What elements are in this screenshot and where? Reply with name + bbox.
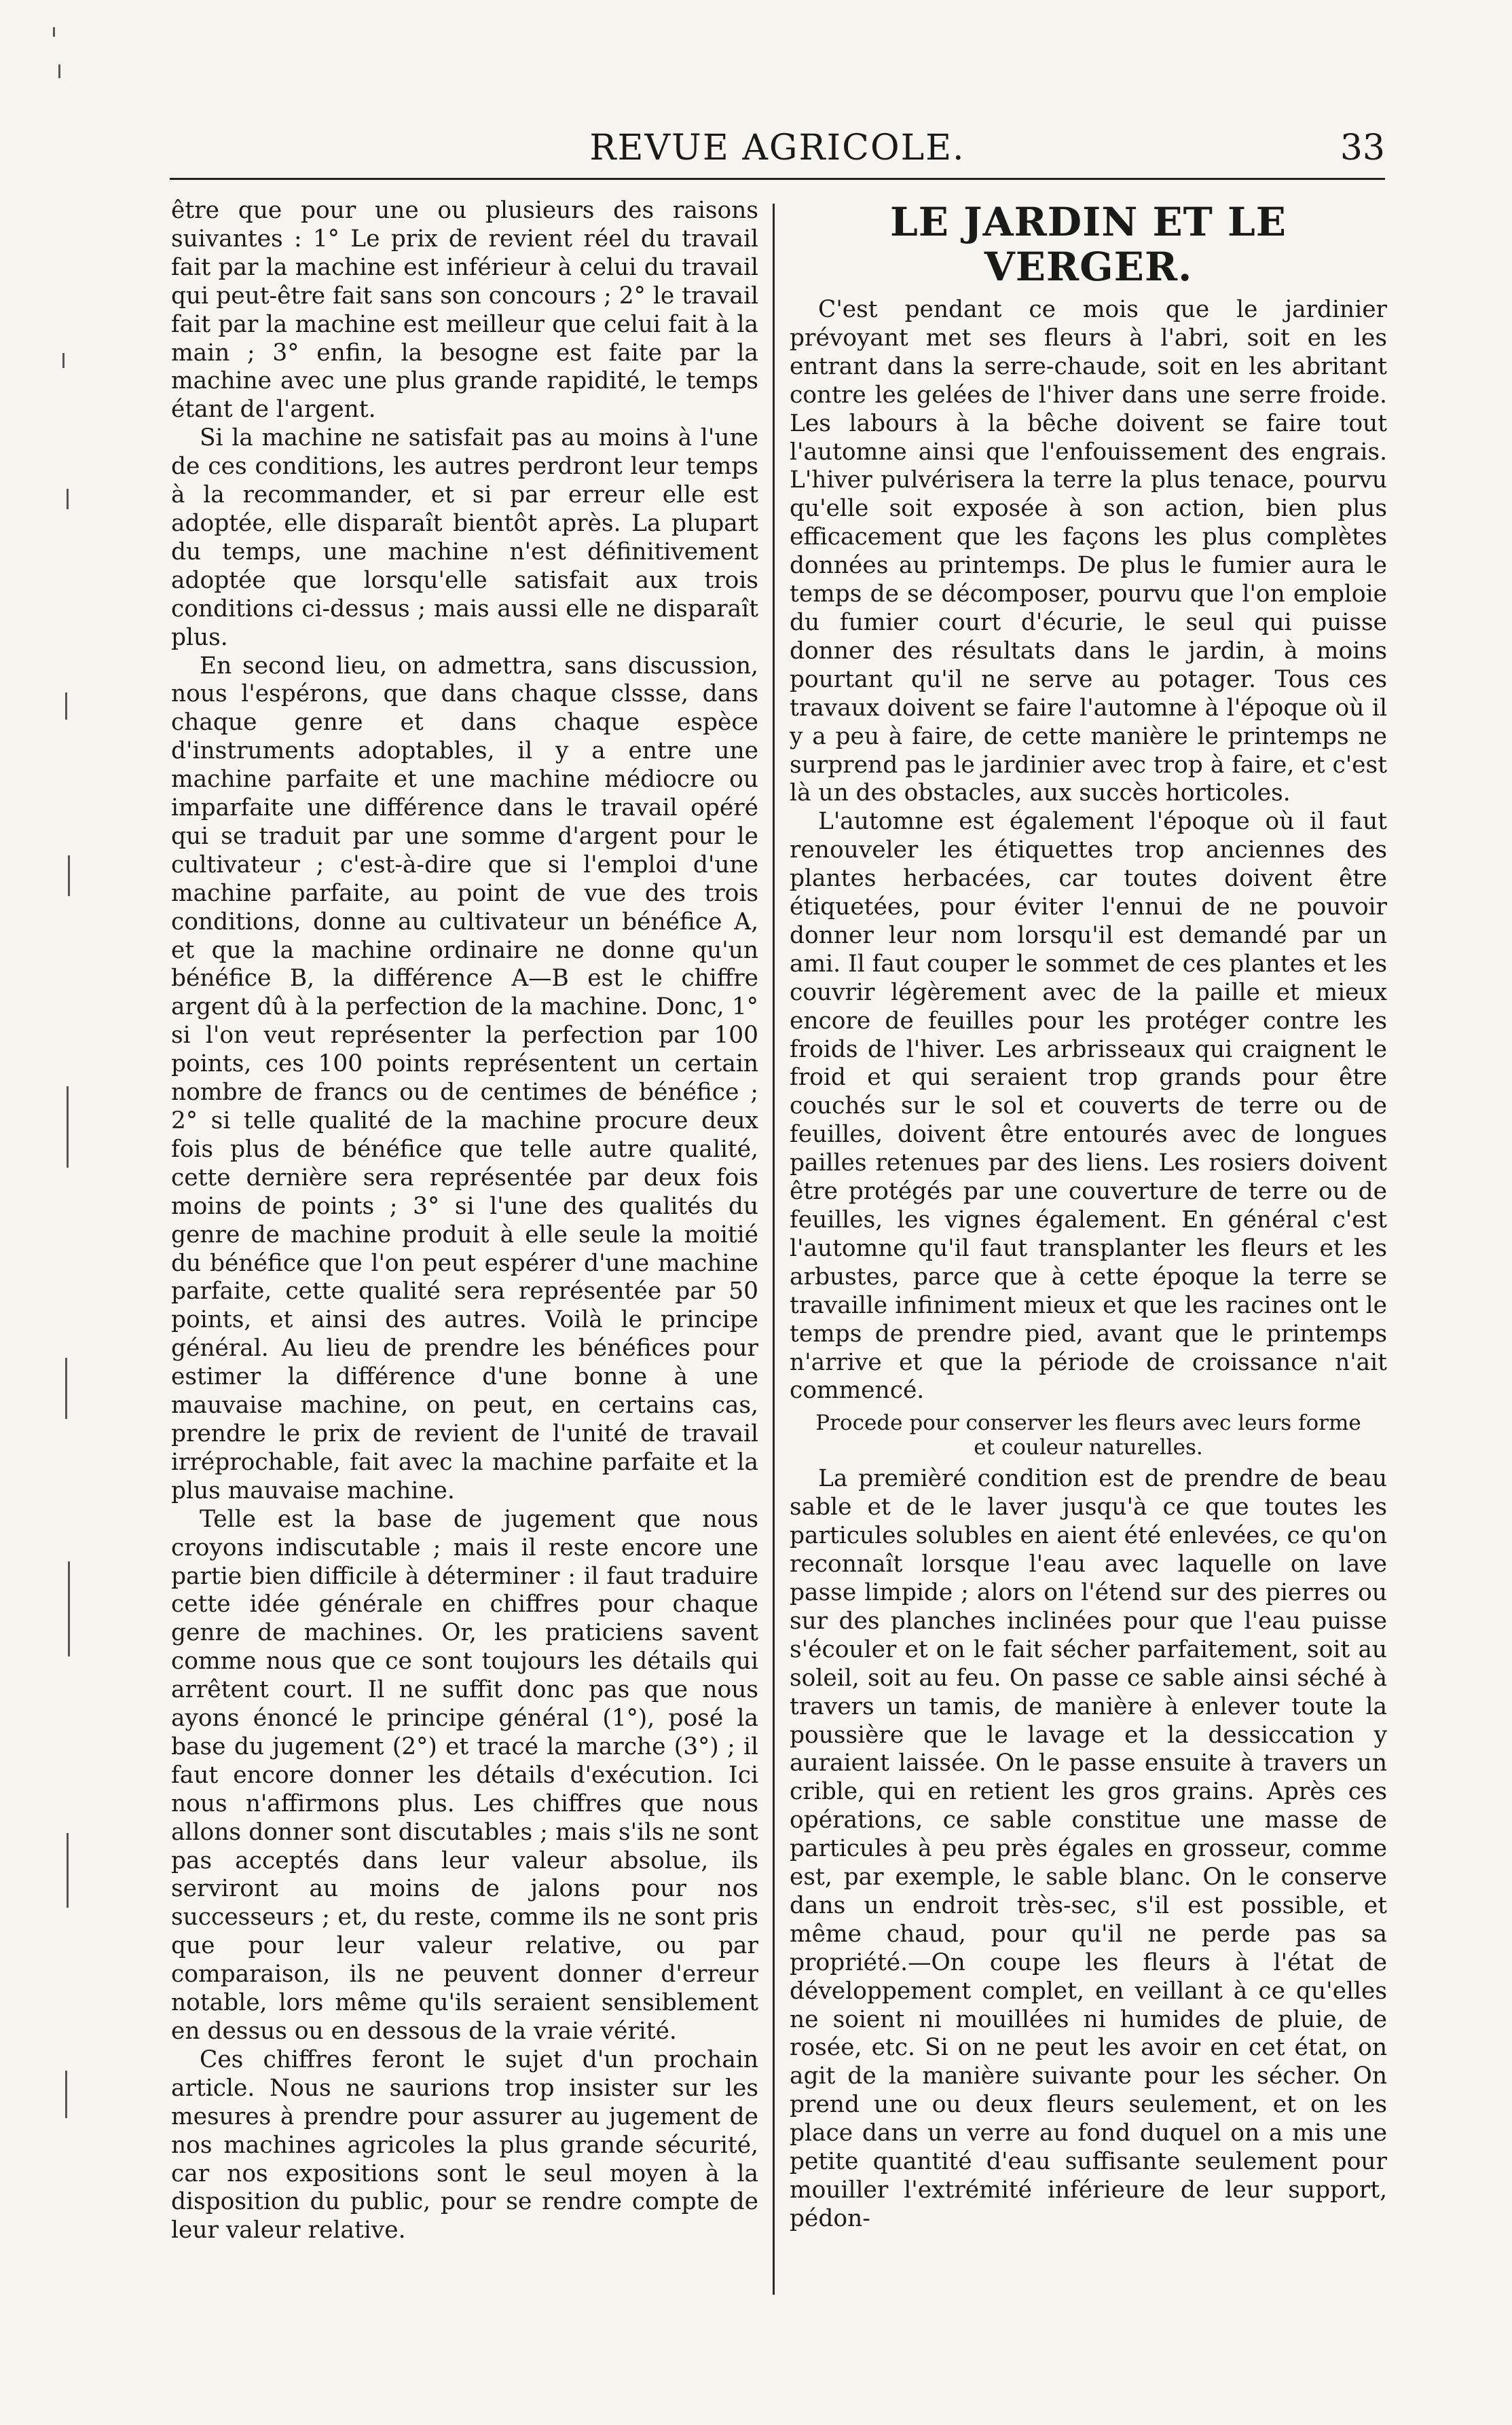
- page-number: 33: [1340, 128, 1385, 168]
- left-column: [171, 197, 758, 2335]
- paragraph: Ces chiffres feront le sujet d'un prochain article. Nous ne saurions trop insister sur les mesures à prendre pour assurer au jugement de nos machines agricoles la plus grande sécurité, car nos expositions sont le seul moyen à la disposition du public, pour se rendre compte de leur valeur relative.: [171, 2045, 758, 2244]
- paragraph: être que pour une ou plusieurs des raisons suivantes : 1° Le prix de revient réel du travail fait par la machine est inférieur à celui du travail qui peut-être fait sans son concours ; 2° le travail fait par la machine est meilleur que celui fait à la main ; 3° enfin, la besogne est faite par la machine avec une plus grande rapidité, le temps étant de l'argent.: [171, 197, 758, 424]
- journal-title: REVUE AGRICOLE.: [589, 128, 965, 168]
- subheading-line: Procede pour conserver les fleurs avec leurs forme: [815, 1411, 1361, 1436]
- paragraph: Si la machine ne satisfait pas au moins à l'une de ces conditions, les autres perdront leur temps à la recommander, et si par erreur elle est adoptée, elle disparaît bientôt après. La plupart du temps, une machine n'est définitivement adoptée que lorsqu'elle satisfait aux trois conditions ci-dessus ; mais aussi elle ne disparaît plus.: [171, 424, 758, 651]
- paragraph: La premièré condition est de prendre de beau sable et de le laver jusqu'à ce que toutes les particules solubles en aient été enlevées, ce qu'on reconnaît lorsque l'eau avec laquelle on lave passe limpide ; alors on l'étend sur des pierres ou sur des planches inclinées pour que l'eau puisse s'écouler et on le fait sécher parfaitement, soit au soleil, soit au feu. On passe ce sable ainsi séché à travers un tamis, de manière à enlever toute la poussière que le lavage et la dessiccation y auraient laissée. On le passe ensuite à travers un crible, qui en retient les gros grains. Après ces opérations, ce sable constitue une masse de particules à peu près égales en grosseur, comme est, par exemple, le sable blanc. On le conserve dans un endroit très-sec, s'il est possible, et même chaud, pour qu'il ne perde pas sa propriété.—On coupe les fleurs à l'état de développement complet, en veillant à ce qu'elles ne soient ni mouillées ni humides de pluie, de rosée, etc. Si on ne peut les avoir en cet état, on agit de la manière suivante pour les sécher. On prend une ou deux fleurs seulement, et on les place dans un verre au fond duquel on a mis une petite quantité d'eau suffisante seulement pour mouiller l'extrémité inférieure de leur support, pédon-: [790, 1465, 1387, 2232]
- paragraph: Telle est la base de jugement que nous croyons indiscutable ; mais il reste encore une partie bien difficile à déterminer : il faut traduire cette idée générale en chiffres pour chaque genre de machines. Or, les praticiens savent comme nous que ce sont toujours les détails qui arrêtent court. Il ne suffit donc pas que nous ayons énoncé le principe général (1°), posé la base du jugement (2°) et tracé la marche (3°) ; il faut encore donner les détails d'exécution. Ici nous n'affirmons plus. Les chiffres que nous allons donner sont discutables ; mais s'ils ne sont pas acceptés dans leur valeur absolue, ils serviront au moins de jalons pour nos successeurs ; et, du reste, comme ils ne sont pris que pour leur valeur relative, ou par comparaison, ils ne peuvent donner d'erreur notable, lors même qu'ils seraient sensiblement en dessus ou en dessous de la vraie vérité.: [171, 1505, 758, 2045]
- scan-margin-marks: [0, 0, 81, 2425]
- paragraph: L'automne est également l'époque où il faut renouveler les étiquettes trop anciennes des plantes herbacées, car toutes doivent être étiquetées, pour éviter l'ennui de ne pouvoir donner leur nom lorsqu'il est demandé par un ami. Il faut couper le sommet de ces plantes et les couvrir légèrement avec de la paille et mieux encore de feuilles pour les protéger contre les froids de l'hiver. Les arbrisseaux qui craignent le froid et qui seraient trop grands pour être couchés sur le sol et couverts de terre ou de feuilles, doivent être entourés avec de longues pailles retenues par des liens. Les rosiers doivent être protégés par une couverture de terre ou de feuilles, les vignes également. En général c'est l'automne qu'il faut transplanter les fleurs et les arbustes, parce que à cette époque la terre se travaille infiniment mieux et que les racines ont le temps de prendre pied, avant que le printemps n'arrive et que la période de croissance n'ait commencé.: [790, 808, 1387, 1405]
- right-column: [790, 197, 1387, 2335]
- running-head: [170, 128, 1385, 175]
- paragraph: C'est pendant ce mois que le jardinier prévoyant met ses fleurs à l'abri, soit en les entrant dans la serre-chaude, soit en les abritant contre les gelées de l'hiver dans une serre froide. Les labours à la bêche doivent se faire tout l'automne ainsi que l'enfouissement des engrais. L'hiver pulvérisera la terre la plus tenace, pourvu qu'elle soit exposée à son action, bien plus efficacement que les façons les plus complètes données au printemps. De plus le fumier aura le temps de se décomposer, pourvu que l'on emploie du fumier court d'écurie, le seul qui puisse donner des résultats dans le jardin, à moins pourtant qu'il ne serve au potager. Tous ces travaux doivent se faire l'automne à l'époque où il y a peu à faire, de cette manière le printemps ne surprend pas le jardinier avec trop à faire, et c'est là un des obstacles, aux succès horticoles.: [790, 296, 1387, 807]
- subheading: [790, 1411, 1387, 1460]
- column-rule: [773, 204, 775, 2295]
- paragraph: En second lieu, on admettra, sans discussion, nous l'espérons, que dans chaque clssse, dans chaque genre et dans chaque espèce d'instruments adoptables, il y a entre une machine parfaite et une machine médiocre ou imparfaite une différence dans le travail opéré qui se traduit par une somme d'argent pour le cultivateur ; c'est-à-dire que si l'emploi d'une machine parfaite, au point de vue des trois conditions, donne au cultivateur un bénéfice A, et que la machine ordinaire ne donne qu'un bénéfice B, la différence A—B est le chiffre argent dû à la perfection de la machine. Donc, 1° si l'on veut représenter la perfection par 100 points, ces 100 points représentent un certain nombre de francs ou de centimes de bénéfice ; 2° si telle qualité de la machine procure deux fois plus de bénéfice que telle autre qualité, cette dernière sera représentée par deux fois moins de points ; 3° si l'une des qualités du genre de machine produit à elle seule la moitié du bénéfice que l'on peut espérer d'une machine parfaite, cette qualité sera représentée par 50 points, et ainsi des autres. Voilà le principe général. Au lieu de prendre les bénéfices pour estimer la différence d'une bonne à une mauvaise machine, on peut, en certains cas, prendre le prix de revient de l'unité de travail irréprochable, fait avec la machine parfaite et la plus mauvaise machine.: [171, 652, 758, 1504]
- section-title: LE JARDIN ET LE VERGER.: [889, 199, 1287, 290]
- header-rule: [170, 178, 1385, 180]
- subheading-line: et couleur naturelles.: [974, 1435, 1203, 1460]
